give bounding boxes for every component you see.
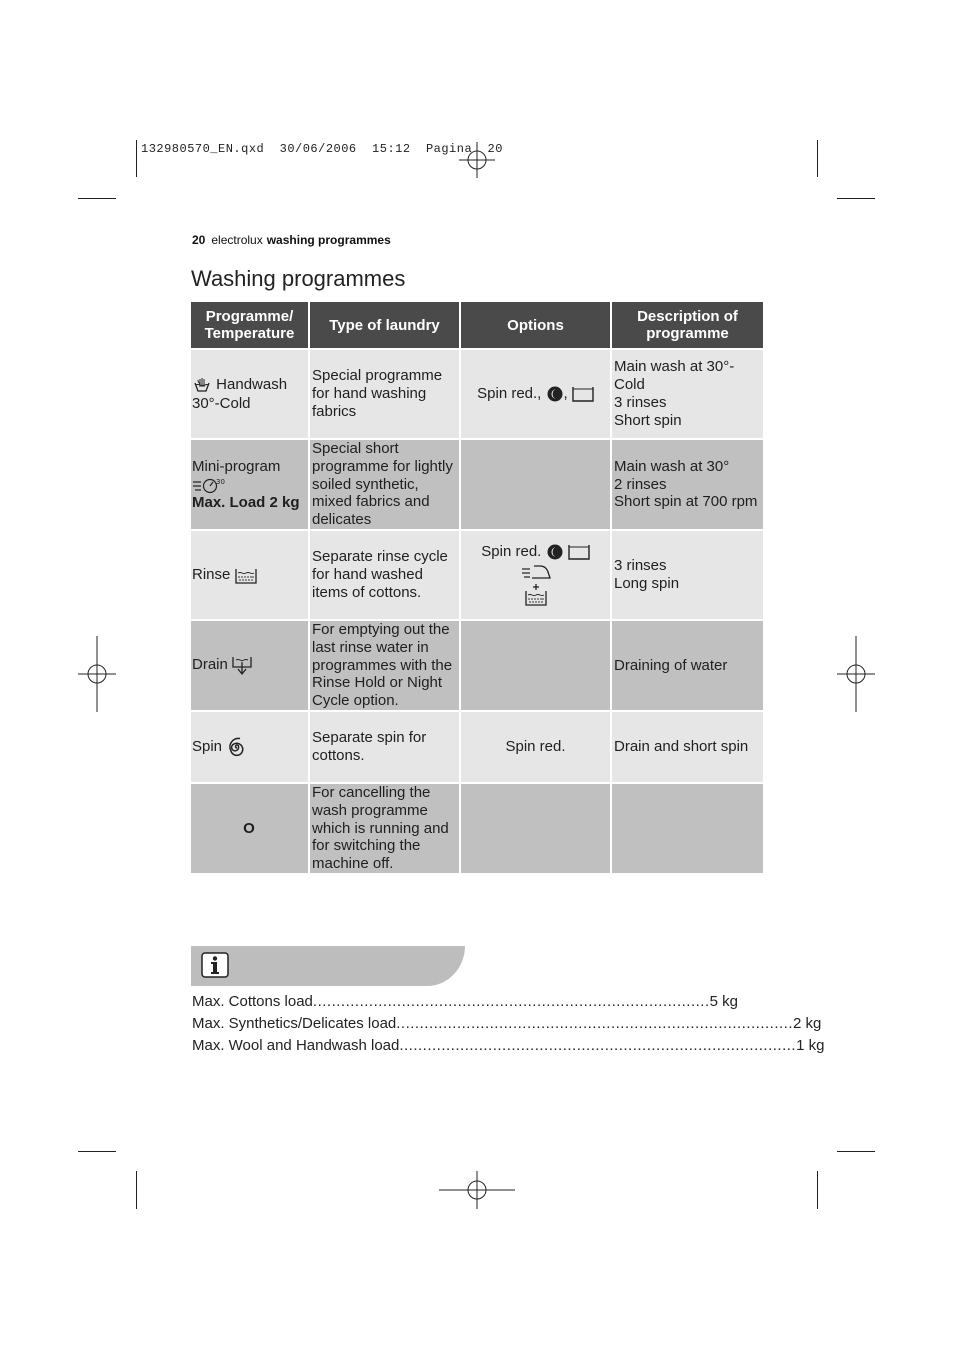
programme-label: Handwash 30°-Cold (192, 376, 288, 413)
crop-mark (78, 1151, 116, 1152)
options-cell (460, 530, 611, 620)
description-line: 3 rinses (614, 557, 667, 575)
load-label: Max. Wool and Handwash load (192, 1037, 400, 1054)
load-value: 1 kg (796, 1037, 825, 1054)
laundry-cell: For cancelling the wash programme which is running and for switching the machine off. (309, 783, 460, 873)
registration-mark-icon (78, 636, 116, 712)
spin-icon (226, 736, 248, 758)
laundry-cell: Separate rinse cycle for hand washed items of cottons. (309, 530, 460, 620)
description-cell (611, 439, 763, 530)
programme-note: Max. Load 2 kg (192, 493, 300, 511)
crop-mark (136, 1171, 137, 1209)
load-value: 5 kg (709, 993, 739, 1010)
table-row (191, 783, 763, 873)
description-cell (611, 620, 763, 711)
info-banner (191, 946, 465, 986)
column-header: Programme/ Temperature (191, 302, 309, 349)
description-line: Drain and short spin (614, 738, 749, 756)
print-slug: 132980570_EN.qxd 30/06/2006 15:12 Pagina 20 (141, 142, 503, 156)
programme-cell (191, 349, 309, 439)
options-cell: Spin red. (460, 711, 611, 783)
svg-text:30: 30 (216, 477, 225, 486)
laundry-cell: Special programme for hand washing fabrics (309, 349, 460, 439)
crop-mark (837, 1151, 875, 1152)
crop-mark (817, 1171, 818, 1209)
options-cell (460, 349, 611, 439)
options-text: Spin red. (481, 542, 542, 560)
laundry-cell: Special short programme for lightly soiled synthetic, mixed fabrics and delicates (309, 439, 460, 530)
options-cell (460, 620, 611, 711)
laundry-cell: Separate spin for cottons. (309, 711, 460, 783)
list-item (192, 1013, 822, 1035)
column-header: Description of programme (611, 302, 763, 349)
leader-dots (399, 1035, 796, 1057)
load-label: Max. Synthetics/Delicates load (192, 1015, 397, 1032)
programme-cell (191, 620, 309, 711)
column-header: Type of laundry (309, 302, 460, 349)
rinse-icon (235, 566, 257, 584)
leader-dots (313, 991, 710, 1013)
table-row (191, 439, 763, 530)
crop-mark (817, 140, 818, 177)
options-text: Spin red., (477, 384, 546, 402)
description-cell (611, 711, 763, 783)
section-name: washing programmes (266, 233, 391, 247)
description-cell (611, 349, 763, 439)
running-head (192, 233, 391, 247)
description-cell (611, 530, 763, 620)
description-line: Long spin (614, 574, 680, 592)
description-cell (611, 783, 763, 873)
extra-rinse-icon (524, 583, 548, 607)
handwash-icon (192, 375, 212, 395)
column-header: Options (460, 302, 611, 349)
options-separator: , (563, 384, 568, 402)
description-line: Main wash at 30° (614, 457, 730, 475)
options-cell (460, 783, 611, 873)
programme-cell (191, 530, 309, 620)
description-line: Draining of water (614, 656, 728, 674)
registration-mark-icon (439, 1171, 515, 1209)
crop-mark (136, 140, 137, 177)
mini-program-icon (192, 476, 224, 494)
programme-cell (191, 711, 309, 783)
table-row (191, 349, 763, 439)
programmes-table (191, 302, 763, 873)
brand-name: electrolux (211, 233, 263, 247)
list-item (192, 1035, 825, 1057)
list-item (192, 991, 739, 1013)
crop-mark (78, 198, 116, 199)
options-cell (460, 439, 611, 530)
description-line: Main wash at 30°-Cold (614, 358, 735, 394)
info-icon (201, 952, 229, 978)
night-cycle-icon (546, 543, 564, 561)
page-number: 20 (192, 233, 206, 247)
description-line: 3 rinses (614, 394, 667, 411)
registration-mark-icon (837, 636, 875, 712)
night-cycle-icon (546, 385, 564, 403)
programme-cell (191, 439, 309, 530)
leader-dots (396, 1013, 793, 1035)
table-header-row (191, 302, 763, 349)
easy-iron-icon (520, 563, 552, 581)
table-row (191, 711, 763, 783)
max-loads-list (192, 991, 825, 1057)
programme-label: Drain (192, 656, 228, 674)
rinse-hold-icon (568, 543, 590, 561)
crop-mark (837, 198, 875, 199)
description-line: Short spin (614, 411, 682, 429)
description-line: Short spin at 700 rpm (614, 493, 758, 511)
table-row (191, 530, 763, 620)
table-row (191, 620, 763, 711)
programme-label: Rinse (192, 565, 231, 583)
programme-label: Spin (192, 737, 223, 755)
description-line: 2 rinses (614, 475, 667, 493)
programme-cell: O (191, 783, 309, 873)
load-value: 2 kg (793, 1015, 822, 1032)
laundry-cell: For emptying out the last rinse water in programmes with the Rinse Hold or Night Cycle option. (309, 620, 460, 711)
page-title: Washing programmes (191, 266, 406, 291)
drain-icon (232, 655, 252, 675)
rinse-hold-icon (572, 385, 594, 403)
load-label: Max. Cottons load (192, 993, 313, 1010)
programme-label: Mini-program (192, 457, 281, 475)
